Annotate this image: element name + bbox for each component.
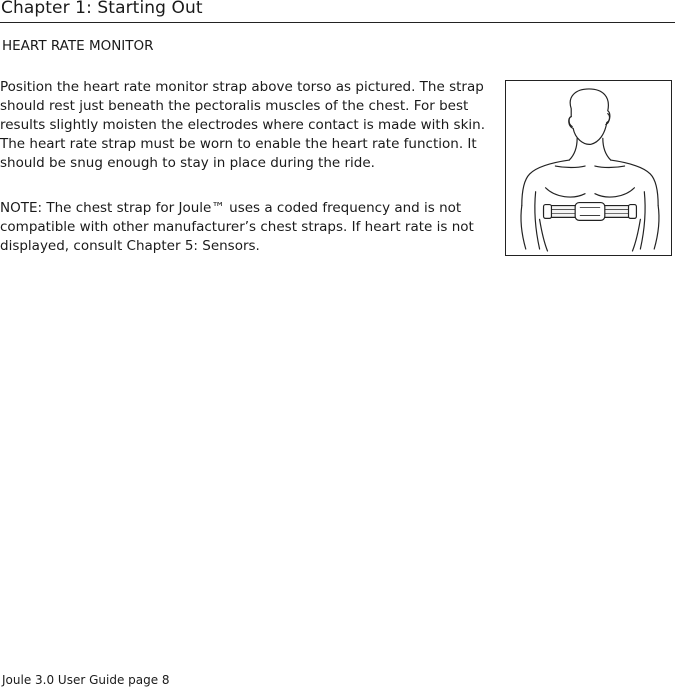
chest-strap-figure bbox=[505, 80, 672, 256]
chapter-title: Chapter 1: Starting Out bbox=[1, 0, 203, 18]
paragraph-strap-position bbox=[0, 78, 485, 173]
section-heading: HEART RATE MONITOR bbox=[2, 38, 154, 54]
paragraph-line: NOTE: The chest strap for Joule™ uses a coded frequency and is not bbox=[0, 200, 462, 216]
paragraph-note bbox=[0, 199, 474, 256]
page-footer: Joule 3.0 User Guide page 8 bbox=[2, 673, 170, 687]
paragraph-line: should rest just beneath the pectoralis muscles of the chest. For best bbox=[0, 98, 469, 114]
chapter-header bbox=[0, 0, 675, 23]
paragraph-line: Position the heart rate monitor strap above torso as pictured. The strap bbox=[0, 79, 484, 95]
paragraph-line: The heart rate strap must be worn to enable the heart rate function. It bbox=[0, 136, 477, 152]
paragraph-line: displayed, consult Chapter 5: Sensors. bbox=[0, 238, 260, 254]
paragraph-line: should be snug enough to stay in place during the ride. bbox=[0, 155, 375, 171]
paragraph-line: results slightly moisten the electrodes where contact is made with skin. bbox=[0, 117, 485, 133]
paragraph-line: compatible with other manufacturer’s chest straps. If heart rate is not bbox=[0, 219, 474, 235]
chest-strap-illustration-icon bbox=[506, 81, 671, 255]
